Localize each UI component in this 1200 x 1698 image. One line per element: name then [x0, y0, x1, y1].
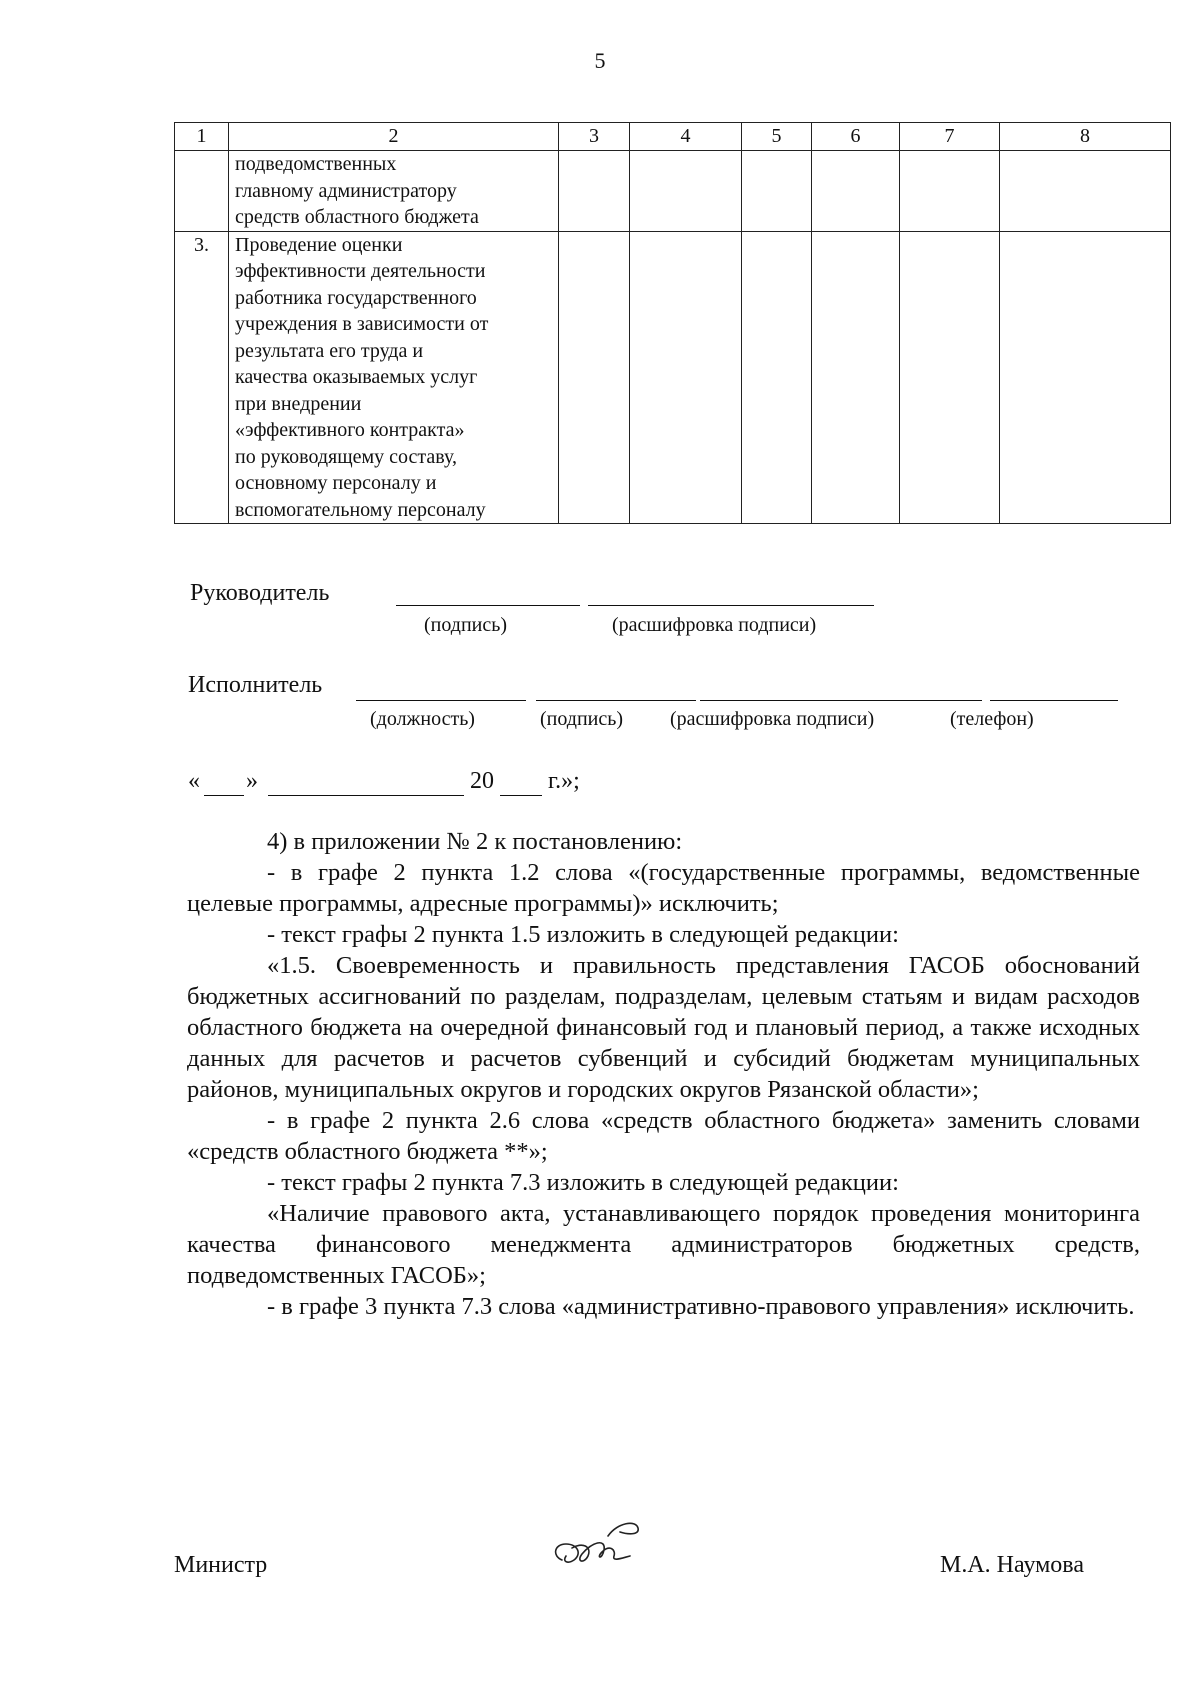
executor-caption-name: (расшифровка подписи): [670, 708, 875, 730]
table-cell: [559, 231, 630, 524]
date-close-quote: »: [246, 768, 258, 794]
table-cell: [1000, 231, 1171, 524]
date-day-line: [204, 795, 244, 796]
executor-caption-phone: (телефон): [950, 708, 1034, 730]
table-header-cell: 7: [900, 123, 1000, 151]
paragraph: - в графе 2 пункта 2.6 слова «средств областного бюджета» заменить словами «средств областного бюджета **»;: [187, 1107, 1140, 1165]
page-number: 5: [594, 48, 606, 73]
table-header-cell: 3: [559, 123, 630, 151]
minister-title: Министр: [174, 1552, 268, 1578]
table-header-cell: 5: [742, 123, 812, 151]
executor-name-line: [700, 700, 982, 701]
date-suffix: г.»;: [548, 768, 580, 794]
paragraph: - текст графы 2 пункта 1.5 изложить в следующей редакции:: [267, 921, 899, 948]
table-header-cell: 1: [175, 123, 229, 151]
row-number: [175, 151, 229, 232]
head-caption-name: (расшифровка подписи): [612, 614, 817, 636]
document-table: [174, 122, 1171, 524]
handwritten-signature: [548, 1512, 658, 1582]
table-row: [175, 231, 1171, 524]
table-cell: [559, 151, 630, 232]
row-number: 3.: [175, 231, 229, 524]
table-header-cell: 4: [630, 123, 742, 151]
date-month-line: [268, 795, 464, 796]
table-row: [175, 151, 1171, 232]
executor-position-line: [356, 700, 526, 701]
head-caption-signature: (подпись): [424, 614, 508, 636]
executor-signature-line: [536, 700, 696, 701]
date-year-prefix: 20: [470, 768, 494, 794]
date-open-quote: «: [188, 768, 200, 794]
paragraph: - в графе 3 пункта 7.3 слова «административно-правового управления» исключить.: [267, 1293, 1135, 1320]
head-label: Руководитель: [190, 580, 330, 606]
amendments-text: [187, 826, 1140, 1322]
table-cell: [812, 231, 900, 524]
head-signature-line: [396, 605, 580, 606]
executor-caption-signature: (подпись): [540, 708, 624, 730]
table-cell: [900, 231, 1000, 524]
table-header-cell: 6: [812, 123, 900, 151]
head-name-line: [588, 605, 874, 606]
executor-phone-line: [990, 700, 1118, 701]
table-cell: [630, 231, 742, 524]
table-cell: [1000, 151, 1171, 232]
table-header-cell: 2: [229, 123, 559, 151]
table-cell: [630, 151, 742, 232]
table-cell: [742, 151, 812, 232]
paragraph: - текст графы 2 пункта 7.3 изложить в следующей редакции:: [267, 1169, 899, 1196]
paragraph: 4) в приложении № 2 к постановлению:: [267, 828, 683, 855]
executor-caption-position: (должность): [370, 708, 475, 730]
table-cell: [742, 231, 812, 524]
row-description: подведомственных главному администратору средств областного бюджета: [229, 151, 559, 232]
table-cell: [812, 151, 900, 232]
row-description: Проведение оценки эффективности деятельности работника государственного учреждения в зависимости от результата его труда и качества оказываемых услуг при внедрении «эффективного контракта» по руководящему составу, основному персоналу и вспомогательному персоналу: [229, 231, 559, 524]
paragraph: «Наличие правового акта, устанавливающего порядок проведения мониторинга качества финансового менеджмента администраторов бюджетных средств, подведомственных ГАСОБ»;: [187, 1200, 1140, 1289]
paragraph: - в графе 2 пункта 1.2 слова «(государственные программы, ведомственные целевые программы, адресные программы)» исключить;: [187, 859, 1140, 917]
minister-name: М.А. Наумова: [940, 1552, 1084, 1578]
table-header-row: [175, 123, 1171, 151]
executor-label: Исполнитель: [188, 672, 323, 698]
table-cell: [900, 151, 1000, 232]
date-year-line: [500, 795, 542, 796]
paragraph: «1.5. Своевременность и правильность представления ГАСОБ обоснований бюджетных ассигнований по разделам, подразделам, целевым статьям и видам расходов областного бюджета на очередной финансовый год и плановый период, а также исходных данных для расчетов и расчетов субвенций и субсидий бюджетам муниципальных районов, муниципальных округов и городских округов Рязанской области»;: [187, 952, 1140, 1103]
table-header-cell: 8: [1000, 123, 1171, 151]
